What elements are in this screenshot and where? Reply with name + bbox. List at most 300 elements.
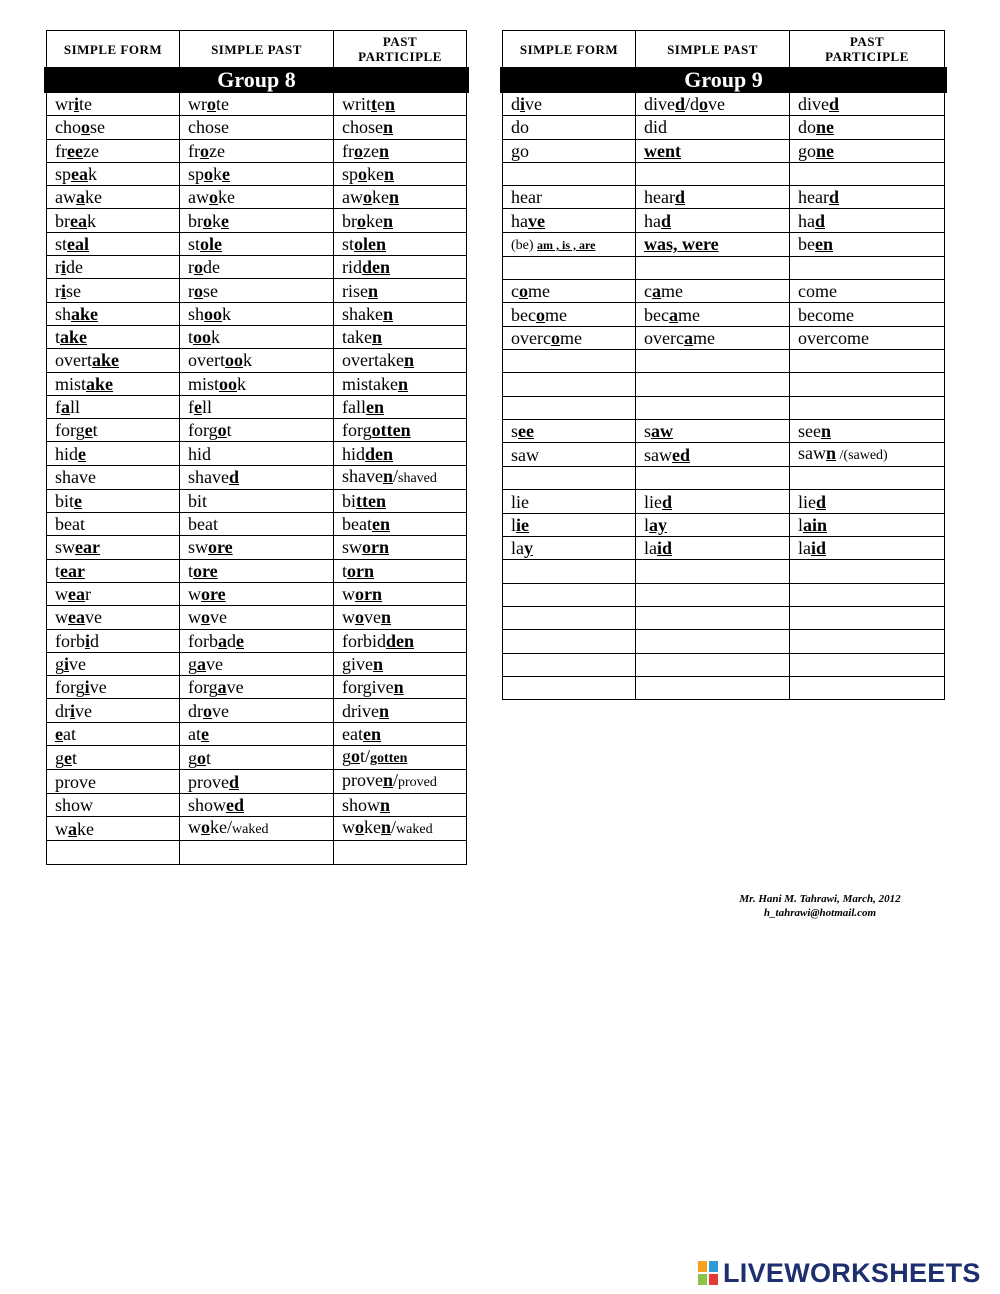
table-row (47, 186, 467, 209)
verb-segment: me (661, 281, 683, 302)
verb-segment: g (188, 747, 197, 768)
verb-segment: t (371, 94, 377, 115)
verb-segment: k (87, 210, 96, 231)
verb-segment: give (342, 653, 373, 674)
verb-segment: lie (798, 491, 816, 512)
author-email: h_tahrawi@hotmail.com (763, 907, 877, 919)
simple-form-cell (47, 606, 180, 629)
simple-form-cell (47, 841, 180, 864)
verb-segment: ll (70, 397, 81, 417)
verb-segment: ve (212, 700, 229, 721)
verb-segment: dive (644, 94, 675, 115)
author-line: Mr. Hani M. Tahrawi, March, 2012 (739, 893, 901, 905)
past-participle-cell (334, 629, 467, 652)
verb-segment: sh (188, 303, 205, 324)
simple-form-cell (503, 373, 636, 396)
table-row (47, 841, 467, 864)
verb-segment: e (78, 443, 87, 464)
verb-segment: chose (342, 117, 383, 138)
table-header-row (503, 31, 945, 68)
simple-past-cell (180, 232, 334, 255)
past-participle-cell (790, 419, 945, 442)
simple-form-cell (503, 467, 636, 490)
table-row (47, 746, 467, 770)
simple-form-cell (47, 559, 180, 582)
past-participle-cell (334, 841, 467, 864)
header-simple-past: SIMPLE PAST (180, 31, 334, 68)
verb-segment: sp (188, 164, 205, 185)
verb-segment: t (188, 327, 194, 348)
verb-segment: i (64, 653, 70, 674)
table-row (503, 443, 945, 467)
verb-segment: i (85, 630, 91, 651)
table-row (47, 279, 467, 302)
verb-segment: me (528, 281, 550, 302)
verb-segment: n (373, 653, 384, 674)
verb-segment: n (385, 94, 396, 115)
past-participle-cell (334, 817, 467, 841)
simple-form-cell (47, 349, 180, 372)
simple-past-cell (180, 652, 334, 675)
verb-segment: o (194, 280, 203, 301)
verb-segment: / (227, 817, 233, 838)
simple-form-cell (47, 209, 180, 232)
simple-past-cell (180, 256, 334, 279)
verb-segment: d (228, 467, 239, 488)
group-title: Group 9 (503, 68, 945, 93)
verb-segment: sw (55, 537, 76, 558)
past-participle-cell (790, 139, 945, 162)
verb-rows (47, 93, 467, 865)
table-row (503, 490, 945, 513)
past-participle-cell (790, 537, 945, 560)
simple-form-cell (47, 722, 180, 745)
table-row (503, 583, 945, 606)
verb-segment: forg (188, 420, 218, 441)
table-row (47, 209, 467, 232)
verb-segment: ear (75, 537, 100, 558)
verb-segment: / (393, 770, 399, 791)
verb-segment: wr (188, 94, 207, 115)
simple-past-cell (636, 490, 790, 513)
past-participle-cell (334, 536, 467, 559)
table-row (47, 794, 467, 817)
verb-segment: mistake (342, 373, 398, 394)
verb-segment: ha (511, 210, 528, 231)
simple-form-cell (47, 302, 180, 325)
verb-segment: cho (55, 117, 81, 138)
simple-past-cell (180, 442, 334, 465)
verb-segment: e (377, 94, 385, 115)
verb-segment: w (188, 817, 201, 838)
verb-segment: y (524, 538, 533, 559)
past-participle-cell (334, 770, 467, 794)
simple-past-cell (636, 303, 790, 326)
verb-segment: e (194, 397, 202, 417)
verb-segment: show (342, 795, 381, 816)
verb-segment: forb (188, 630, 218, 651)
verb-segment: t (360, 746, 366, 767)
verb-segment: ve (75, 700, 93, 721)
verb-segment: /d (685, 94, 700, 115)
verb-segment: de (66, 257, 84, 278)
header-past-participle: PAST PARTICIPLE (790, 31, 945, 68)
verb-segment: t (55, 560, 61, 581)
simple-form-cell (47, 186, 180, 209)
table-row (47, 606, 467, 629)
verb-segment: ha (798, 210, 815, 231)
verb-segment: forb (55, 630, 85, 651)
table-row (47, 162, 467, 185)
verb-segment: ea (70, 210, 87, 231)
header-past-participle: PAST PARTICIPLE (334, 31, 467, 68)
verb-segment: eat (342, 723, 363, 744)
table-row (47, 465, 467, 489)
table-row (503, 256, 945, 279)
verb-segment: t (206, 747, 212, 768)
verb-segment: br (342, 210, 357, 231)
verb-segment: at (188, 723, 201, 744)
table-row (47, 770, 467, 794)
past-participle-cell (790, 396, 945, 419)
simple-past-cell (636, 676, 790, 699)
verb-segment: w (342, 607, 355, 628)
verb-segment: ll (202, 397, 213, 417)
verb-segment: e (221, 210, 229, 231)
simple-form-cell (47, 93, 180, 116)
verb-segment: dr (55, 700, 70, 721)
simple-past-cell (180, 489, 334, 512)
past-participle-cell (790, 326, 945, 349)
verb-segment: br (55, 210, 70, 231)
past-participle-cell (790, 443, 945, 467)
verb-segment: forgive (342, 677, 394, 698)
table-row (47, 256, 467, 279)
verb-segment: den (386, 630, 415, 651)
verb-segment: k (222, 303, 232, 324)
verb-segment: g (342, 746, 351, 767)
verb-segment: ke (85, 187, 102, 208)
verb-segment: n (382, 465, 393, 486)
simple-past-cell (180, 139, 334, 162)
simple-past-cell (180, 536, 334, 559)
simple-past-cell (180, 629, 334, 652)
simple-past-cell (636, 653, 790, 676)
simple-form-cell (503, 653, 636, 676)
verb-segment: o (207, 94, 216, 115)
past-participle-cell (790, 256, 945, 279)
verb-segment: o (358, 164, 368, 185)
verb-segment: n (403, 350, 414, 371)
verb-segment: oo (224, 350, 243, 371)
verb-segment: proved (398, 775, 437, 791)
simple-form-cell (503, 349, 636, 372)
verb-segment: ve (69, 653, 87, 674)
verb-segment: den (365, 443, 394, 464)
verb-segment: bec (511, 304, 536, 325)
past-participle-cell (790, 209, 945, 232)
verb-segment: i (74, 94, 80, 115)
table-row (47, 372, 467, 395)
verb-segment: n (381, 817, 392, 838)
verb-segment: a (68, 818, 77, 839)
verb-segment: went (644, 140, 681, 161)
verb-segment: a (76, 187, 85, 208)
simple-form-cell (503, 232, 636, 256)
verb-segment: d (829, 94, 840, 115)
table-row (503, 139, 945, 162)
verb-segment: ve (89, 677, 107, 698)
verb-segment: r (188, 280, 194, 301)
past-participle-cell (334, 606, 467, 629)
verb-segment: shave (342, 465, 383, 486)
verb-segment: d (675, 94, 686, 115)
simple-past-cell (636, 349, 790, 372)
verb-segment: shave (55, 467, 96, 488)
verb-segment: d (662, 491, 673, 512)
verb-segment: n (382, 770, 393, 791)
simple-form-cell (503, 326, 636, 349)
verb-segment: st (188, 233, 201, 254)
verb-segment: o (535, 304, 545, 325)
verb-segment: s (511, 421, 519, 441)
simple-form-cell (503, 419, 636, 442)
table-row (47, 652, 467, 675)
verb-segment: fr (55, 140, 67, 161)
simple-form-cell (47, 395, 180, 418)
past-participle-cell (334, 442, 467, 465)
verb-segment: forg (55, 420, 85, 441)
verb-segment: e (55, 723, 63, 744)
verb-segment: w (55, 818, 68, 839)
verb-segment: d (511, 94, 520, 115)
verb-segment: oo (219, 373, 238, 394)
verb-segment: saw (798, 443, 826, 464)
table-row (47, 232, 467, 255)
header-simple-form: SIMPLE FORM (47, 31, 180, 68)
verb-segment: (be) (511, 237, 538, 253)
verb-segment: hear (644, 187, 675, 208)
verb-segment: go (798, 140, 816, 161)
verb-segment: n (368, 280, 379, 301)
verb-segment: t (55, 327, 61, 348)
past-participle-cell (790, 583, 945, 606)
simple-form-cell (47, 162, 180, 185)
simple-past-cell (180, 302, 334, 325)
verb-segment: en (362, 723, 381, 744)
verb-segment: k (88, 164, 98, 185)
verb-segment: show (188, 795, 227, 816)
verb-segment: o (201, 607, 210, 628)
simple-past-cell (180, 841, 334, 864)
verb-segment: me (692, 327, 715, 348)
verb-segment: se (66, 280, 82, 301)
table-row (503, 560, 945, 583)
verb-segment: w (342, 817, 355, 838)
verb-segment: o (217, 420, 227, 441)
table-row (47, 817, 467, 841)
past-participle-cell (790, 162, 945, 185)
table-row (503, 606, 945, 629)
simple-past-cell (180, 372, 334, 395)
verb-segment: t (188, 560, 194, 581)
simple-past-cell (636, 583, 790, 606)
verb-segment: st (55, 233, 68, 254)
past-participle-cell (334, 652, 467, 675)
verb-segment: fr (342, 140, 354, 161)
simple-form-cell (503, 303, 636, 326)
verb-segment: was, were (644, 234, 719, 255)
verb-segment: ve (708, 94, 726, 115)
simple-form-cell (47, 256, 180, 279)
simple-past-cell (636, 537, 790, 560)
verb-segment: waked (396, 822, 433, 838)
table-row (47, 139, 467, 162)
simple-past-cell (180, 279, 334, 302)
simple-past-cell (180, 465, 334, 489)
table-row (47, 325, 467, 348)
verb-segment: ve (364, 607, 381, 628)
verb-segment: prove (188, 771, 229, 792)
past-participle-cell (334, 419, 467, 442)
verb-segment: ed (672, 444, 690, 465)
verb-segment: overtake (342, 350, 404, 371)
verb-segment: i (61, 257, 67, 278)
verb-segment: a (668, 304, 678, 325)
verb-segment: k (211, 327, 221, 348)
simple-form-cell (503, 280, 636, 303)
verb-segment: ve (206, 653, 223, 674)
simple-past-cell (636, 419, 790, 442)
liveworksheets-brand (697, 1258, 981, 1288)
verb-segment: aw (55, 187, 76, 208)
simple-past-cell (636, 630, 790, 653)
verb-segment: ne (816, 117, 834, 138)
verb-segment: orn (362, 537, 390, 558)
simple-past-cell (636, 467, 790, 490)
verb-segment: d (674, 187, 685, 208)
past-participle-cell (334, 186, 467, 209)
verb-segment: shave (188, 467, 229, 488)
verb-segment: ie (516, 514, 530, 535)
table-row (47, 302, 467, 325)
verb-segment: /(sawed) (836, 448, 888, 464)
simple-form-cell (503, 139, 636, 162)
verb-segment: a (683, 327, 693, 348)
verb-segment: rid (342, 257, 362, 278)
verb-segment: k (242, 350, 252, 371)
verb-segment: de (203, 257, 220, 278)
verb-segment: ore (201, 584, 226, 605)
verb-segment: i (70, 700, 76, 721)
verb-segment: en (371, 514, 390, 535)
verb-segment: beat (342, 514, 372, 535)
past-participle-cell (790, 606, 945, 629)
simple-past-cell (636, 256, 790, 279)
verb-segment: o (357, 210, 366, 231)
verb-segment: a (197, 653, 206, 674)
verb-segment: t (72, 747, 78, 768)
past-participle-cell (334, 349, 467, 372)
verb-segment: te (216, 94, 229, 115)
simple-form-cell (47, 465, 180, 489)
verb-segment: ve (525, 94, 543, 115)
table-row (47, 559, 467, 582)
verb-segment: o (355, 607, 364, 628)
table-row (503, 373, 945, 396)
verb-segment: forg (342, 420, 372, 441)
brand-name: LIVEWORKSHEETS (723, 1257, 981, 1288)
past-participle-cell (790, 490, 945, 513)
verb-segment: dr (188, 700, 203, 721)
verb-segment: ze (209, 140, 225, 161)
verb-segment: n (383, 210, 394, 231)
verb-segment: ve (226, 677, 244, 698)
table-row (47, 629, 467, 652)
verb-segment: k (213, 164, 223, 185)
verb-segment: waked (232, 822, 269, 838)
verb-segment: n (382, 303, 393, 324)
simple-past-cell (180, 676, 334, 699)
verb-segment: overt (188, 350, 225, 371)
verb-segment: hear (798, 187, 829, 208)
verb-segment: o (550, 327, 560, 348)
past-participle-cell (790, 513, 945, 536)
verb-segment: orn (347, 560, 375, 581)
verb-segment: w (342, 584, 355, 605)
verb-segment: d (661, 210, 672, 231)
simple-past-cell (180, 162, 334, 185)
simple-form-cell (47, 676, 180, 699)
past-participle-cell (334, 93, 467, 116)
verb-segment: t (92, 420, 98, 441)
past-participle-cell (790, 93, 945, 116)
simple-past-cell (636, 232, 790, 256)
verb-segment: ve (528, 210, 545, 231)
past-participle-cell (334, 746, 467, 770)
verb-table-group-9 (500, 30, 947, 700)
verb-segment: o (203, 700, 212, 721)
verb-segment: did (644, 117, 668, 138)
verb-segment: hid (188, 443, 212, 464)
past-participle-cell (334, 513, 467, 536)
verb-segment: sw (188, 537, 209, 558)
verb-segment: w (55, 584, 68, 605)
verb-segment: l (511, 514, 517, 535)
verb-segment: me (559, 327, 582, 348)
simple-form-cell (47, 770, 180, 794)
simple-past-cell (636, 116, 790, 139)
verb-segment: see (798, 421, 821, 441)
verb-segment: ke (210, 817, 227, 838)
simple-form-cell (47, 536, 180, 559)
verb-segment: ne (816, 140, 834, 161)
verb-segment: drive (342, 700, 379, 721)
table-row (47, 93, 467, 116)
verb-segment: d (815, 210, 826, 231)
verb-segment: e (236, 630, 244, 651)
simple-form-cell (503, 209, 636, 232)
simple-past-cell (636, 373, 790, 396)
verb-segment: o (363, 187, 372, 208)
verb-segment: rise (342, 280, 368, 301)
table-row (47, 536, 467, 559)
verb-segment: ay (649, 514, 668, 535)
verb-segment: ain (803, 514, 828, 535)
simple-past-cell (180, 513, 334, 536)
header-simple-past: SIMPLE PAST (636, 31, 790, 68)
verb-segment: ole (200, 233, 223, 254)
